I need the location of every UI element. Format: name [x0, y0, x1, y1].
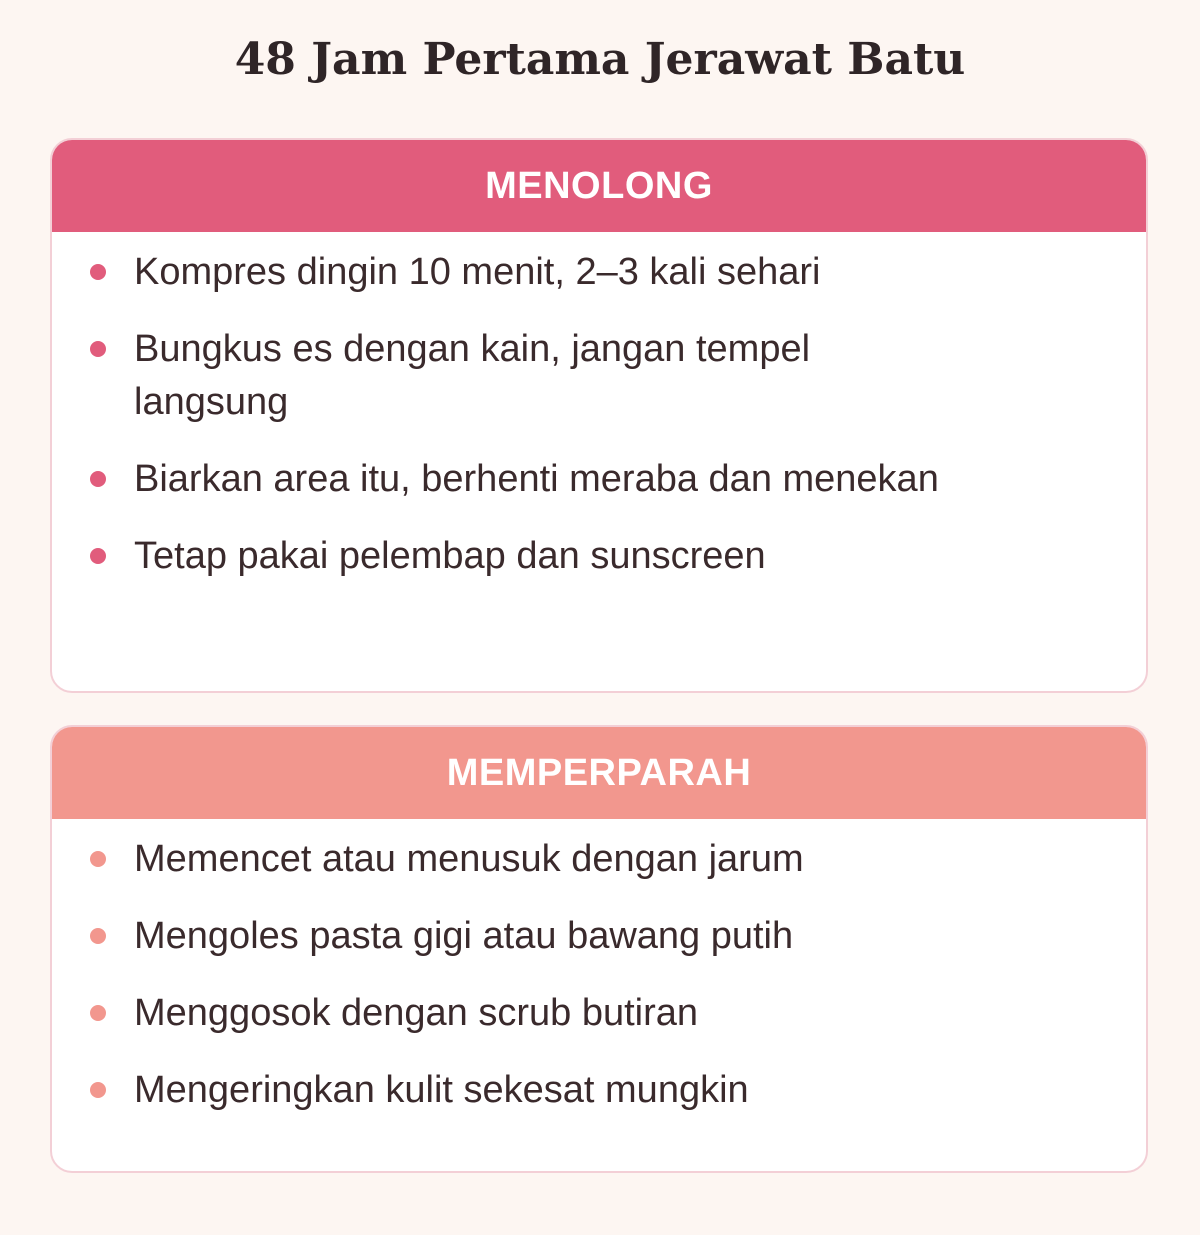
list-item-text: Tetap pakai pelembap dan sunscreen	[134, 535, 766, 577]
harm-list	[52, 819, 1146, 1117]
bullet-dot-icon	[90, 264, 106, 280]
list-item	[52, 1064, 1146, 1117]
list-item-text: Mengoles pasta gigi atau bawang putih	[134, 915, 794, 957]
bullet-dot-icon	[90, 341, 106, 357]
list-item	[52, 530, 1146, 583]
list-item-text: Mengeringkan kulit sekesat mungkin	[134, 1069, 749, 1111]
bullet-dot-icon	[90, 928, 106, 944]
page-title: 48 Jam Pertama Jerawat Batu	[234, 34, 966, 85]
harm-card-header	[52, 727, 1146, 819]
harm-card	[50, 725, 1148, 1173]
help-list	[52, 232, 1146, 583]
harm-card-title: MEMPERPARAH	[446, 751, 752, 794]
list-item	[52, 246, 1146, 299]
list-item-text: Bungkus es dengan kain, jangan tempel langsung	[134, 328, 811, 423]
bullet-dot-icon	[90, 1082, 106, 1098]
bullet-dot-icon	[90, 851, 106, 867]
list-item	[52, 987, 1146, 1040]
bullet-dot-icon	[90, 548, 106, 564]
list-item	[52, 833, 1146, 886]
bullet-dot-icon	[90, 471, 106, 487]
list-item	[52, 323, 1146, 429]
list-item-text: Biarkan area itu, berhenti meraba dan menekan	[134, 458, 939, 500]
help-card-title: MENOLONG	[485, 164, 713, 207]
help-card-header	[52, 140, 1146, 232]
list-item	[52, 910, 1146, 963]
list-item-text: Memencet atau menusuk dengan jarum	[134, 838, 804, 880]
help-card	[50, 138, 1148, 693]
bullet-dot-icon	[90, 1005, 106, 1021]
list-item	[52, 453, 1146, 506]
list-item-text: Kompres dingin 10 menit, 2–3 kali sehari	[134, 251, 821, 293]
list-item-text: Menggosok dengan scrub butiran	[134, 992, 699, 1034]
